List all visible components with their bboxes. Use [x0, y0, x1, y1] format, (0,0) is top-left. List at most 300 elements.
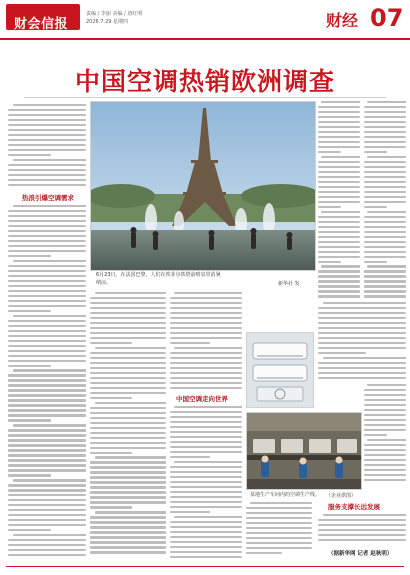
body-text-line — [8, 434, 86, 436]
article-column-right-4 — [364, 384, 406, 488]
body-text-line — [90, 382, 166, 384]
body-text-line — [8, 139, 86, 141]
body-text-line — [364, 131, 406, 133]
body-text-line — [318, 231, 360, 233]
body-text-line — [90, 496, 166, 498]
body-text-line — [318, 176, 360, 178]
body-text-line — [318, 236, 360, 238]
body-text-line — [8, 220, 86, 222]
body-text-line — [8, 514, 86, 516]
body-text-line — [318, 312, 406, 314]
body-text-line — [318, 377, 406, 379]
subhead-service-support: 服务支撑长远发展 — [328, 503, 380, 511]
body-text-line — [170, 506, 242, 508]
body-text-line — [8, 210, 86, 212]
body-text-line — [8, 330, 86, 332]
body-text-line — [364, 186, 406, 188]
body-text-line — [90, 541, 166, 543]
body-text-line — [8, 484, 86, 486]
body-text-line — [8, 184, 86, 186]
body-text-line — [13, 104, 86, 106]
body-text-line — [246, 537, 312, 539]
body-text-line — [364, 171, 406, 173]
body-text-line — [90, 452, 132, 454]
body-text-line — [318, 221, 360, 223]
body-text-line — [246, 542, 312, 544]
body-text-line — [318, 246, 360, 248]
body-text-line — [364, 251, 406, 253]
body-text-line — [8, 295, 86, 297]
body-text-line — [8, 409, 86, 411]
body-text-line — [8, 235, 86, 237]
body-text-line — [364, 141, 406, 143]
body-text-line — [90, 372, 166, 374]
body-text-line — [90, 312, 166, 314]
body-text-line — [364, 241, 406, 243]
body-text-line — [364, 136, 406, 138]
article-column-center-mid-2 — [170, 406, 242, 561]
body-text-line — [90, 551, 166, 553]
body-text-line — [318, 191, 360, 193]
body-text-line — [170, 312, 242, 314]
body-text-line — [318, 226, 360, 228]
body-text-line — [8, 265, 86, 267]
body-text-line — [170, 536, 242, 538]
body-text-line — [318, 196, 360, 198]
body-text-line — [90, 302, 166, 304]
body-text-line — [90, 317, 166, 319]
body-text-line — [170, 511, 210, 513]
body-text-line — [8, 179, 86, 181]
body-text-line — [323, 357, 406, 359]
body-text-line — [90, 352, 166, 354]
body-text-line — [8, 310, 51, 312]
body-text-line — [90, 461, 166, 463]
body-text-line — [90, 491, 166, 493]
body-text-line — [318, 151, 341, 153]
body-text-line — [8, 529, 51, 531]
body-text-line — [174, 292, 242, 294]
body-text-line — [364, 166, 406, 168]
body-text-line — [170, 337, 242, 339]
body-text-line — [90, 466, 166, 468]
body-text-line — [8, 250, 86, 252]
body-text-line — [13, 369, 86, 371]
body-text-line — [8, 464, 86, 466]
body-text-line — [8, 509, 86, 511]
body-text-line — [8, 255, 51, 257]
body-text-line — [323, 302, 406, 304]
body-text-line — [364, 226, 406, 228]
main-photo-caption-line-2: 纳凉。 — [96, 280, 112, 286]
body-text-line — [318, 362, 406, 364]
body-text-line — [318, 322, 406, 324]
body-text-line — [90, 297, 166, 299]
page-number: 07 — [370, 4, 404, 32]
body-text-line — [8, 504, 86, 506]
body-text-line — [13, 479, 86, 481]
body-text-line — [95, 347, 166, 349]
body-text-line — [364, 469, 406, 471]
body-text-line — [8, 459, 86, 461]
main-photo-credit: 新华社 发 — [278, 281, 300, 287]
body-text-line — [318, 121, 360, 123]
body-text-line — [8, 300, 86, 302]
body-text-line — [8, 404, 86, 406]
body-text-line — [367, 384, 406, 386]
body-text-line — [90, 481, 166, 483]
body-text-line — [364, 394, 406, 396]
body-text-line — [170, 476, 242, 478]
body-text-line — [8, 554, 86, 556]
body-text-line — [90, 337, 166, 339]
body-text-line — [170, 327, 242, 329]
masthead-rule — [0, 38, 410, 40]
body-text-line — [8, 350, 86, 352]
body-text-line — [250, 502, 312, 504]
body-text-line — [318, 337, 406, 339]
body-text-line — [8, 544, 86, 546]
body-text-line — [170, 302, 242, 304]
body-text-line — [8, 215, 86, 217]
body-text-line — [318, 136, 360, 138]
body-text-line — [90, 531, 166, 533]
body-text-line — [170, 526, 242, 528]
body-text-line — [318, 131, 360, 133]
body-text-line — [364, 479, 406, 481]
body-text-line — [318, 342, 406, 344]
body-text-line — [364, 399, 406, 401]
body-text-line — [8, 454, 86, 456]
body-text-line — [8, 499, 86, 501]
body-text-line — [8, 389, 86, 391]
body-text-line — [318, 116, 360, 118]
factory-photo — [246, 412, 362, 490]
body-text-line — [8, 245, 86, 247]
body-text-line — [8, 320, 86, 322]
body-text-line — [364, 459, 406, 461]
body-text-line — [364, 236, 406, 238]
article-column-right-1 — [318, 101, 360, 301]
body-text-line — [364, 454, 406, 456]
body-text-line — [90, 526, 166, 528]
body-text-line — [13, 424, 86, 426]
body-text-line — [170, 451, 242, 453]
body-text-line — [170, 546, 242, 548]
body-text-line — [364, 116, 406, 118]
body-text-line — [318, 161, 360, 163]
body-text-line — [170, 496, 242, 498]
body-text-line — [318, 534, 406, 536]
body-text-line — [318, 146, 360, 148]
body-text-line — [90, 427, 166, 429]
body-text-line — [174, 347, 242, 349]
body-text-line — [321, 211, 360, 213]
body-text-line — [364, 285, 406, 287]
body-text-line — [170, 362, 242, 364]
body-text-line — [364, 111, 406, 113]
article-byline: （据新华网 记者 赵秋明） — [328, 551, 393, 557]
body-text-line — [318, 317, 406, 319]
body-text-line — [90, 362, 166, 364]
body-text-line — [13, 159, 86, 161]
eiffel-tower-fountain-image — [91, 102, 315, 270]
body-text-line — [246, 507, 312, 509]
body-text-line — [8, 169, 86, 171]
body-text-line — [8, 230, 86, 232]
body-text-line — [246, 547, 312, 549]
body-text-line — [8, 360, 86, 362]
issue-date: 2026.7.29 星期四 — [86, 19, 129, 25]
body-text-line — [364, 146, 406, 148]
body-text-line — [364, 424, 406, 426]
body-text-line — [90, 476, 166, 478]
body-text-line — [90, 422, 166, 424]
body-text-line — [8, 149, 86, 151]
body-text-line — [321, 265, 360, 267]
body-text-line — [364, 270, 406, 272]
body-text-line — [170, 307, 242, 309]
body-text-line — [170, 372, 242, 374]
body-text-line — [318, 280, 360, 282]
headline-divider — [24, 97, 386, 98]
body-text-line — [170, 426, 242, 428]
body-text-line — [318, 332, 406, 334]
body-text-line — [318, 261, 341, 263]
body-text-line — [318, 201, 360, 203]
article-column-center-mid — [170, 292, 242, 392]
body-text-line — [364, 290, 406, 292]
factory-photo-caption: 某地生产车间内的空调生产线。 — [250, 492, 321, 498]
body-text-line — [318, 347, 406, 349]
editor-credits: 责编 / 李丽 美编 / 唐红明 — [86, 11, 143, 17]
body-text-line — [170, 297, 242, 299]
body-text-line — [364, 161, 406, 163]
body-text-line — [90, 332, 166, 334]
article-column-left — [8, 104, 86, 192]
body-text-line — [8, 419, 51, 421]
body-text-line — [95, 292, 166, 294]
body-text-line — [246, 517, 312, 519]
body-text-line — [318, 186, 360, 188]
body-text-line — [170, 332, 242, 334]
subhead-heat-demand: 热浪引爆空调需求 — [22, 194, 74, 202]
body-text-line — [8, 469, 86, 471]
body-text-line — [364, 181, 406, 183]
body-text-line — [8, 429, 86, 431]
body-text-line — [170, 466, 242, 468]
body-text-line — [90, 387, 166, 389]
body-text-line — [364, 419, 406, 421]
body-text-line — [8, 489, 86, 491]
body-text-line — [321, 101, 360, 103]
body-text-line — [8, 119, 86, 121]
body-text-line — [170, 377, 242, 379]
body-text-line — [90, 322, 166, 324]
body-text-line — [364, 280, 406, 282]
body-text-line — [8, 519, 86, 521]
body-text-line — [367, 265, 406, 267]
body-text-line — [8, 374, 86, 376]
body-text-line — [8, 549, 86, 551]
body-text-line — [8, 240, 86, 242]
body-text-line — [364, 126, 406, 128]
body-text-line — [318, 171, 360, 173]
body-text-line — [8, 325, 86, 327]
newspaper-logo-text: 财会信报 — [14, 17, 69, 32]
body-text-line — [170, 491, 242, 493]
body-text-line — [367, 156, 406, 158]
body-text-line — [364, 404, 406, 406]
body-text-line — [364, 434, 387, 436]
body-text-line — [8, 305, 86, 307]
body-text-line — [8, 124, 86, 126]
body-text-line — [8, 365, 51, 367]
body-text-line — [8, 379, 86, 381]
article-column-right-5 — [318, 514, 406, 546]
body-text-line — [90, 506, 132, 508]
body-text-line — [90, 377, 166, 379]
body-text-line — [318, 275, 360, 277]
body-text-line — [318, 519, 406, 521]
body-text-line — [364, 201, 406, 203]
body-text-line — [364, 275, 406, 277]
body-text-line — [318, 524, 406, 526]
body-text-line — [90, 471, 166, 473]
body-text-line — [95, 402, 166, 404]
body-text-line — [170, 431, 242, 433]
subhead-china-ac-global: 中国空调走向世界 — [176, 395, 228, 403]
body-text-line — [170, 481, 242, 483]
body-text-line — [8, 134, 86, 136]
article-column-center-left — [90, 292, 166, 561]
body-text-line — [318, 539, 406, 541]
body-text-line — [170, 387, 242, 389]
body-text-line — [8, 414, 86, 416]
section-title: 财经 — [326, 11, 359, 30]
body-text-line — [318, 352, 366, 354]
body-text-line — [321, 156, 360, 158]
body-text-line — [90, 412, 166, 414]
masthead — [0, 0, 410, 38]
body-text-line — [90, 442, 166, 444]
body-text-line — [8, 439, 86, 441]
article-column-right-2 — [364, 101, 406, 301]
body-text-line — [318, 307, 406, 309]
body-text-line — [8, 394, 86, 396]
body-text-line — [246, 532, 312, 534]
body-text-line — [318, 372, 406, 374]
body-text-line — [364, 106, 406, 108]
body-text-line — [170, 436, 242, 438]
body-text-line — [364, 389, 406, 391]
body-text-line — [170, 416, 242, 418]
body-text-line — [90, 342, 132, 344]
body-text-line — [170, 521, 242, 523]
body-text-line — [170, 382, 242, 384]
body-text-line — [170, 456, 210, 458]
body-text-line — [170, 357, 242, 359]
footer-rule — [6, 566, 404, 567]
body-text-line — [364, 176, 406, 178]
body-text-line — [8, 340, 86, 342]
body-text-line — [13, 315, 86, 317]
body-text-line — [318, 367, 406, 369]
body-text-line — [318, 216, 360, 218]
body-text-line — [90, 521, 166, 523]
body-text-line — [170, 317, 242, 319]
body-text-line — [170, 486, 242, 488]
body-text-line — [170, 367, 242, 369]
newspaper-logo — [6, 4, 80, 30]
body-text-line — [170, 556, 242, 558]
body-text-line — [13, 534, 86, 536]
body-text-line — [364, 221, 406, 223]
body-text-line — [364, 414, 406, 416]
body-text-line — [318, 327, 406, 329]
body-text-line — [364, 196, 406, 198]
body-text-line — [170, 501, 242, 503]
body-text-line — [90, 327, 166, 329]
body-text-line — [364, 231, 406, 233]
body-text-line — [246, 527, 312, 529]
body-text-line — [318, 241, 360, 243]
body-text-line — [318, 141, 360, 143]
body-text-line — [8, 174, 86, 176]
body-text-line — [8, 524, 86, 526]
body-text-line — [90, 501, 166, 503]
factory-photo-credit: （企业供图） — [326, 493, 357, 499]
body-text-line — [8, 164, 86, 166]
body-text-line — [90, 367, 166, 369]
body-text-line — [8, 144, 86, 146]
body-text-line — [13, 260, 86, 262]
body-text-line — [8, 270, 86, 272]
body-text-line — [364, 449, 406, 451]
body-text-line — [95, 511, 166, 513]
main-photo — [90, 101, 316, 271]
body-text-line — [364, 246, 406, 248]
body-text-line — [90, 307, 166, 309]
body-text-line — [246, 522, 312, 524]
body-text-line — [90, 407, 166, 409]
body-text-line — [364, 216, 406, 218]
article-column-right-3 — [318, 302, 406, 382]
production-line-image — [247, 413, 361, 489]
body-text-line — [318, 256, 360, 258]
body-text-line — [364, 444, 406, 446]
body-text-line — [246, 552, 282, 554]
body-text-line — [90, 417, 166, 419]
body-text-line — [90, 432, 166, 434]
body-text-line — [90, 357, 166, 359]
body-text-line — [8, 444, 86, 446]
body-text-line — [8, 290, 86, 292]
body-text-line — [318, 206, 341, 208]
article-column-lower-mid — [246, 502, 312, 561]
body-text-line — [364, 151, 387, 153]
body-text-line — [367, 439, 406, 441]
body-text-line — [8, 384, 86, 386]
body-text-line — [8, 129, 86, 131]
body-text-line — [364, 464, 406, 466]
body-text-line — [8, 225, 86, 227]
body-text-line — [8, 399, 86, 401]
body-text-line — [8, 345, 86, 347]
body-text-line — [318, 295, 360, 297]
body-text-line — [318, 106, 360, 108]
body-text-line — [170, 551, 242, 553]
